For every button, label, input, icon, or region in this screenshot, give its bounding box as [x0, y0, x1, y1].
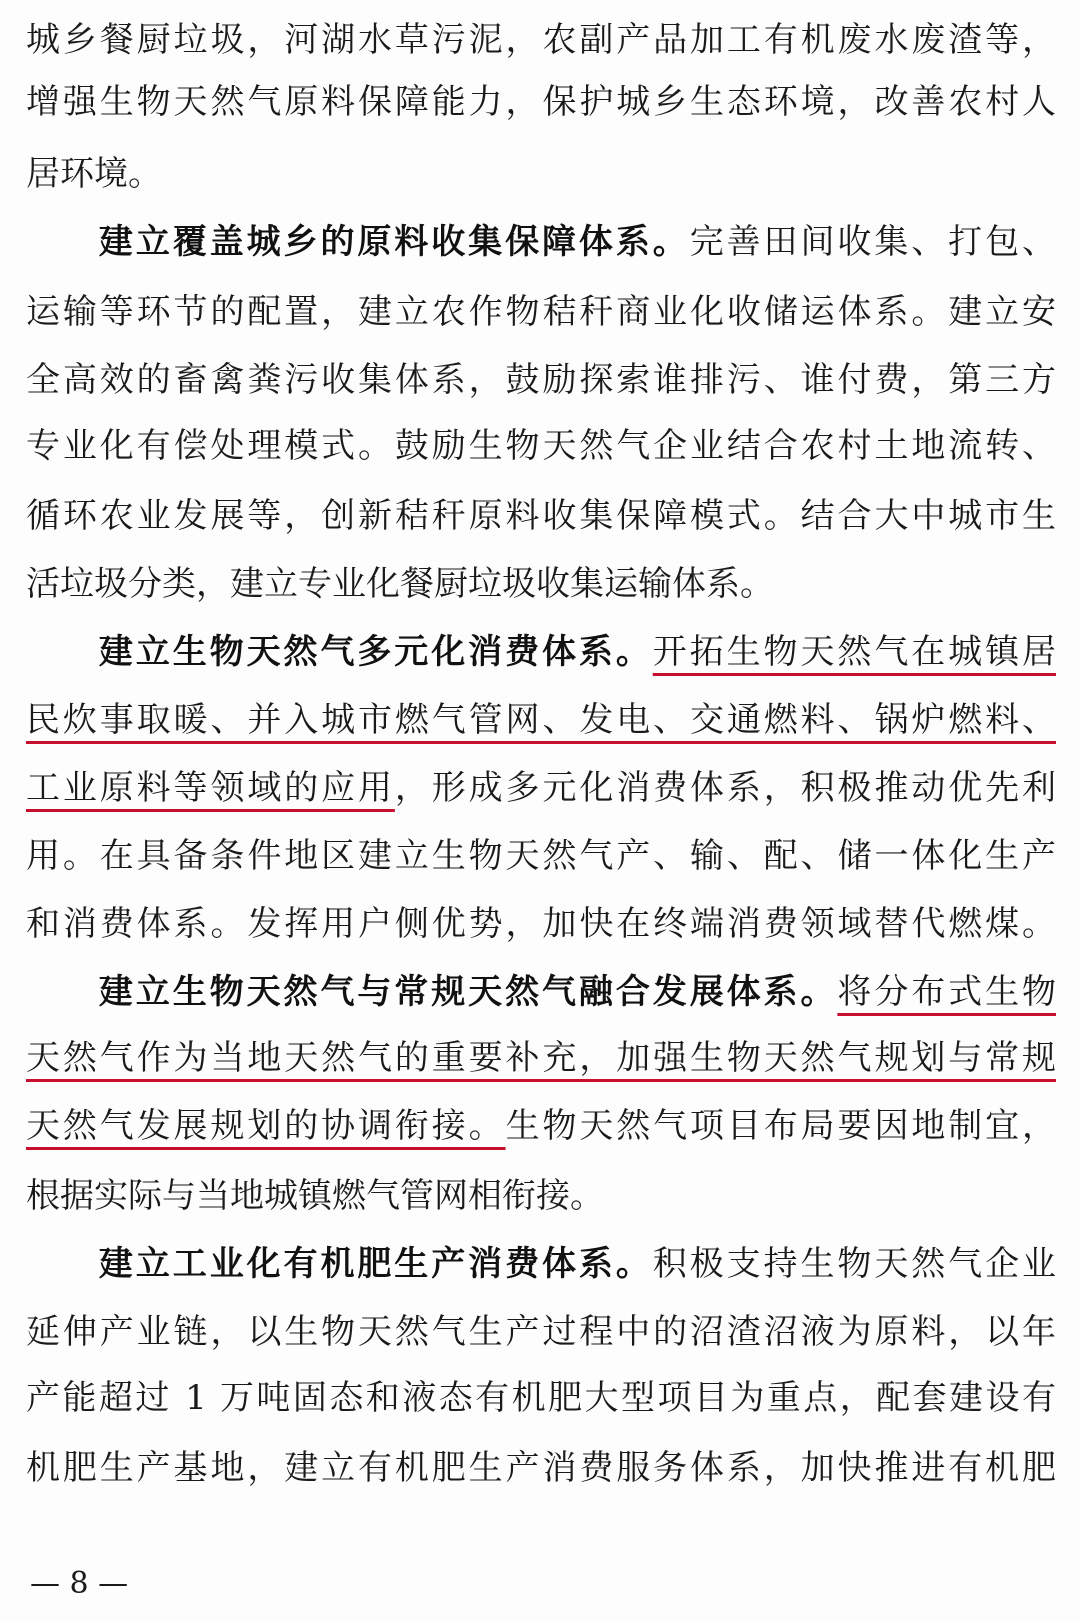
text-line: [26, 1238, 1056, 1290]
body-text: 运输等环节的配置，建立农作物秸秆商业化收储运体系。建立安: [26, 292, 1056, 332]
body-text: 活垃圾分类，建立专业化餐厨垃圾收集运输体系。: [26, 564, 774, 604]
underlined-text: 工业原料等领域的应用: [26, 768, 395, 808]
body-text: 机肥生产基地，建立有机肥生产消费服务体系，加快推进有机肥: [26, 1448, 1056, 1488]
section-heading: 建立工业化有机肥生产消费体系。: [96, 1244, 653, 1284]
text-line: [26, 420, 1056, 472]
body-text: 和消费体系。发挥用户侧优势，加快在终端消费领域替代燃煤。: [26, 904, 1056, 944]
underlined-text: 天然气发展规划的协调衔接。: [26, 1106, 506, 1146]
body-text: 增强生物天然气原料保障能力，保护城乡生态环境，改善农村人: [26, 82, 1056, 122]
body-text: 循环农业发展等，创新秸秆原料收集保障模式。结合大中城市生: [26, 496, 1056, 536]
underlined-text: 开拓生物天然气在城镇居: [652, 632, 1057, 672]
text-line: [26, 14, 1056, 66]
body-text: 产能超过 1 万吨固态和液态有机肥大型项目为重点，配套建设有: [26, 1378, 1056, 1418]
text-line: [26, 216, 1056, 268]
body-text: 专业化有偿处理模式。鼓励生物天然气企业结合农村土地流转、: [26, 426, 1056, 466]
text-line: [26, 830, 1056, 882]
text-line: [26, 76, 1056, 128]
body-text: 全高效的畜禽粪污收集体系，鼓励探索谁排污、谁付费，第三方: [26, 360, 1056, 400]
underlined-text: 民炊事取暖、并入城市燃气管网、发电、交通燃料、锅炉燃料、: [26, 700, 1056, 740]
text-line: [26, 626, 1056, 678]
text-line: [26, 762, 1056, 814]
body-text: 用。在具备条件地区建立生物天然气产、输、配、储一体化生产: [26, 836, 1056, 876]
text-line: [26, 558, 1056, 610]
text-line: [26, 1170, 1056, 1222]
text-line: [26, 1306, 1056, 1358]
text-line: [26, 286, 1056, 338]
underlined-text: 将分布式生物: [837, 972, 1057, 1012]
body-text: 居环境。: [26, 154, 162, 194]
text-line: [26, 1100, 1056, 1152]
body-text: 根据实际与当地城镇燃气管网相衔接。: [26, 1176, 604, 1216]
text-line: [26, 490, 1056, 542]
body-text: 延伸产业链，以生物天然气生产过程中的沼渣沼液为原料，以年: [26, 1312, 1056, 1352]
body-text: 积极支持生物天然气企业: [652, 1244, 1057, 1284]
section-heading: 建立覆盖城乡的原料收集保障体系。: [96, 222, 690, 262]
underlined-text: 天然气作为当地天然气的重要补充，加强生物天然气规划与常规: [26, 1038, 1056, 1078]
body-text: 城乡餐厨垃圾，河湖水草污泥，农副产品加工有机废水废渣等，: [26, 20, 1056, 60]
text-line: [26, 966, 1056, 1018]
text-line: [26, 694, 1056, 746]
text-line: [26, 1442, 1056, 1494]
text-line: [26, 1032, 1056, 1084]
text-line: [26, 898, 1056, 950]
body-text: 完善田间收集、打包、: [689, 222, 1057, 262]
page-number: — 8 —: [30, 1566, 129, 1601]
body-text: ，形成多元化消费体系，积极推动优先利: [394, 768, 1057, 808]
text-line: [26, 354, 1056, 406]
body-text: 生物天然气项目布局要因地制宜，: [505, 1106, 1057, 1146]
text-line: [26, 1372, 1056, 1424]
text-line: [26, 148, 1056, 200]
section-heading: 建立生物天然气与常规天然气融合发展体系。: [96, 972, 838, 1012]
section-heading: 建立生物天然气多元化消费体系。: [96, 632, 653, 672]
